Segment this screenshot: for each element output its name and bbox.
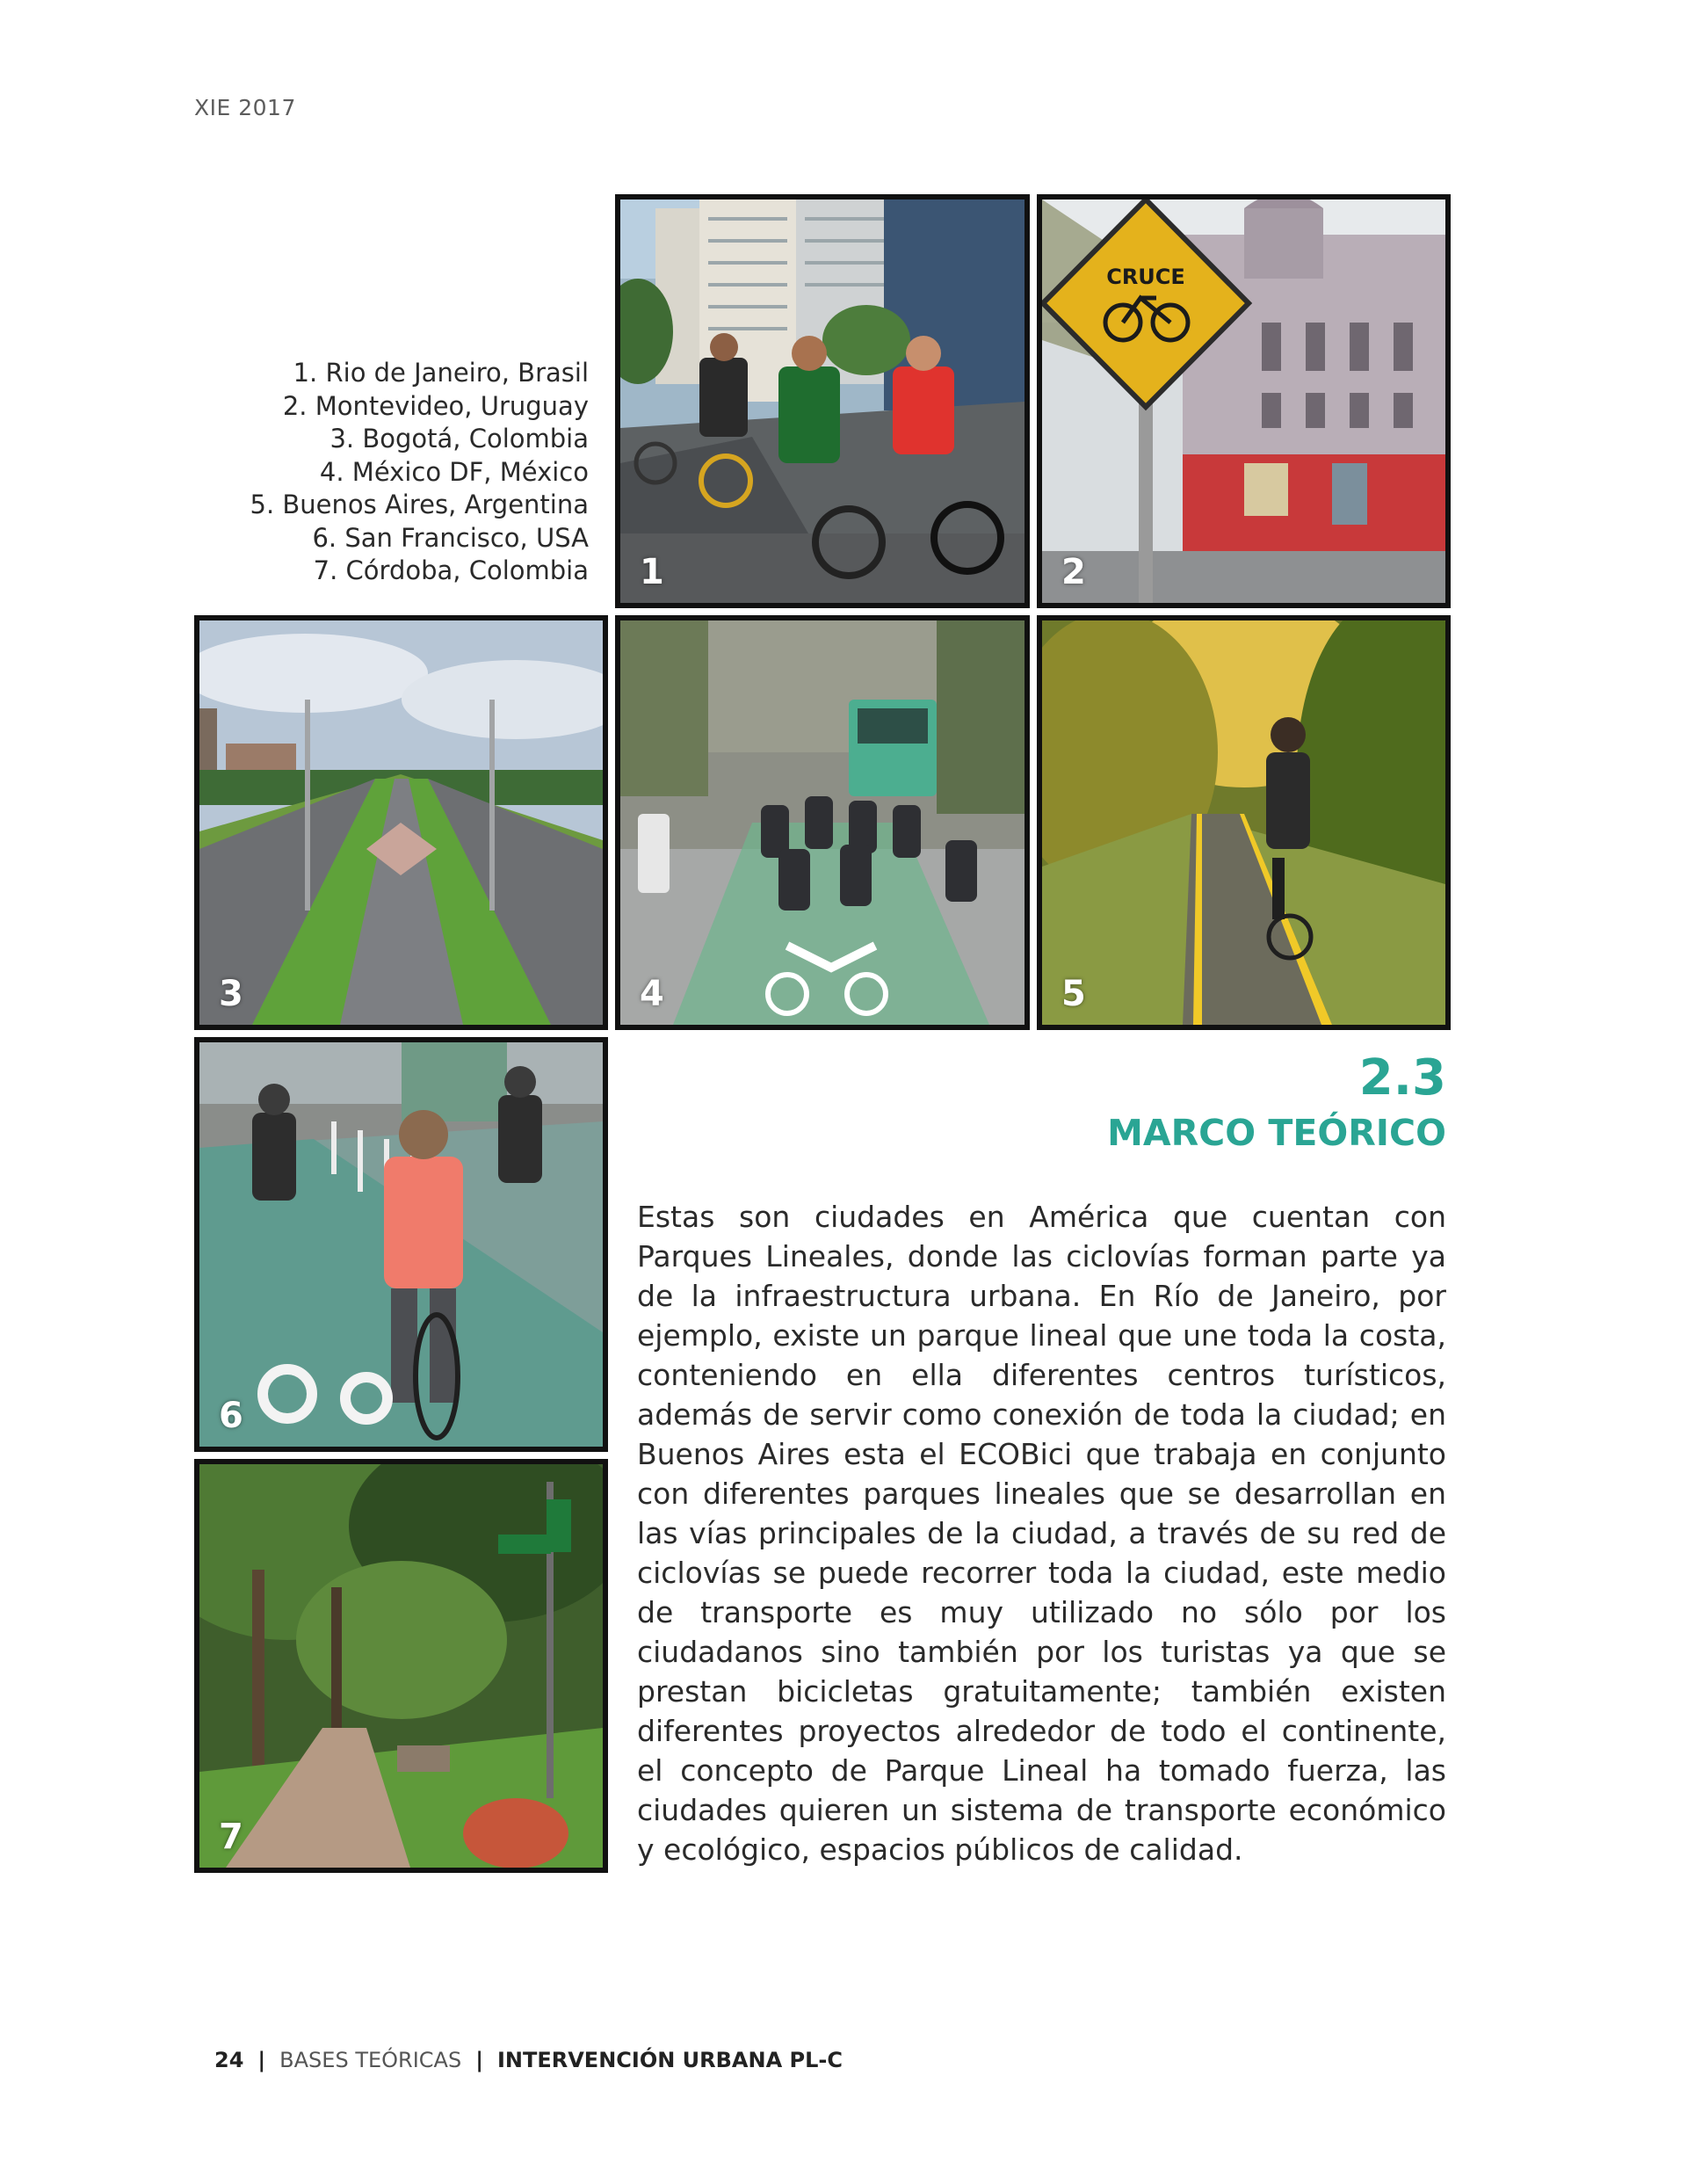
caption-item: 3. Bogotá, Colombia: [329, 424, 589, 453]
photo-1-illustration: [620, 200, 1025, 603]
section-body-text: Estas son ciudades en América que cuentan con Parques Lineales, donde las ciclovías forman parte ya de la infraestructura urbana. En Río de Janeiro, por ejemplo, existe un parque lineal que une toda la costa, conteniendo en ella diferentes centros turísticos, además de servir como conexión de toda la ciudad; en Buenos Aires esta el ECOBici que trabaja en conjunto con diferentes parques lineales que se desarrollan en las vías principales de la ciudad, a través de su red de ciclovías se puede recorrer toda la ciudad, este medio de transporte es muy utilizado no sólo por los ciudadanos sino también por los turistas ya que se prestan bicicletas gratuitamente; también existen diferentes proyectos alrededor de todo el continente, el concepto de Parque Lineal ha tomado fuerza, las ciudades quieren un sistema de transporte económico y ecológico, espacios públicos de calidad.: [637, 1200, 1446, 1867]
footer-section: BASES TEÓRICAS: [279, 2048, 462, 2072]
caption-item: 2. Montevideo, Uruguay: [282, 390, 589, 421]
page-footer: [214, 2048, 843, 2072]
photo-san-francisco: [194, 1037, 608, 1452]
photo-number: 1: [640, 552, 664, 592]
photo-5-illustration: [1042, 620, 1445, 1025]
photo-3-illustration: [199, 620, 603, 1025]
photo-buenos-aires: [1037, 615, 1451, 1030]
footer-project: INTERVENCIÓN URBANA PL-C: [496, 2048, 843, 2072]
photo-number: 4: [640, 974, 664, 1014]
photo-caption-list: [246, 357, 589, 588]
photo-montevideo: [1037, 194, 1451, 608]
photo-7-illustration: [199, 1464, 603, 1868]
photo-number: 5: [1061, 974, 1086, 1014]
photo-number: 3: [219, 974, 243, 1014]
photo-rio-de-janeiro: [615, 194, 1030, 608]
caption-item: 7. Córdoba, Colombia: [313, 555, 589, 585]
caption-item: 5. Buenos Aires, Argentina: [250, 490, 589, 519]
photo-cordoba: [194, 1459, 608, 1873]
running-header: XIE 2017: [194, 95, 296, 120]
photo-bogota: [194, 615, 608, 1030]
photo-2-illustration: [1042, 200, 1445, 603]
footer-separator: |: [257, 2048, 266, 2072]
caption-item: 4. México DF, México: [319, 456, 589, 487]
photo-6-illustration: [199, 1042, 603, 1447]
sign-text: CRUCE: [1106, 265, 1185, 289]
photo-mexico-df: [615, 615, 1030, 1030]
caption-item: 1. Rio de Janeiro, Brasil: [293, 358, 589, 388]
photo-4-illustration: [620, 620, 1025, 1025]
photo-number: 2: [1061, 552, 1086, 592]
footer-separator: |: [475, 2048, 483, 2072]
page-number: 24: [214, 2048, 244, 2072]
photo-number: 7: [219, 1817, 243, 1857]
section-number: 2.3: [1358, 1049, 1446, 1107]
photo-number: 6: [219, 1396, 243, 1436]
caption-item: 6. San Francisco, USA: [312, 522, 589, 553]
section-title: MARCO TEÓRICO: [1107, 1112, 1446, 1154]
